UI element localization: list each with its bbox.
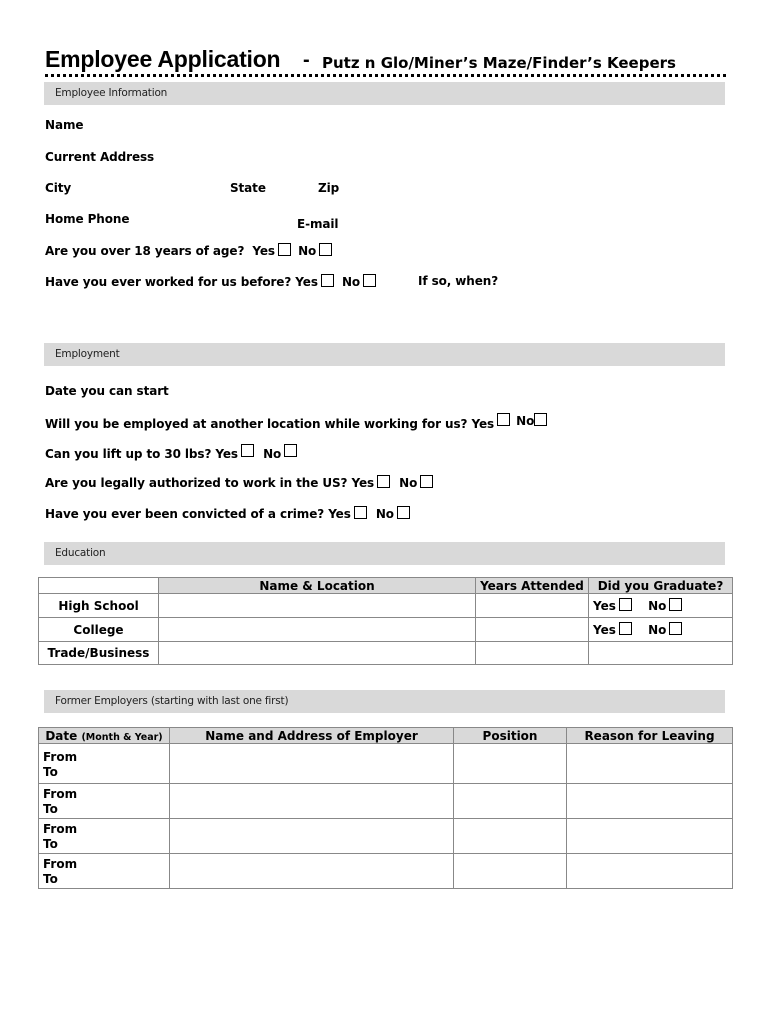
to-label: To bbox=[43, 764, 58, 779]
convicted-question: Have you ever been convicted of a crime? bbox=[45, 507, 325, 521]
employer-name-address-cell[interactable] bbox=[170, 819, 454, 854]
no-label: No bbox=[263, 447, 282, 461]
row-label-college: College bbox=[39, 618, 159, 642]
employer-date-cell[interactable] bbox=[39, 854, 170, 889]
other-location-yes-checkbox[interactable] bbox=[497, 413, 510, 426]
section-label: Education bbox=[55, 547, 106, 559]
no-label: No bbox=[648, 623, 667, 637]
employer-reason-cell[interactable] bbox=[567, 819, 733, 854]
section-employment bbox=[44, 343, 725, 366]
authorized-no-checkbox[interactable] bbox=[420, 475, 433, 488]
state-label: State bbox=[230, 181, 266, 195]
worked-before-row bbox=[45, 274, 376, 289]
table-header-employer: Name and Address of Employer bbox=[170, 728, 454, 744]
age-no-checkbox[interactable] bbox=[319, 243, 332, 256]
no-label: No bbox=[516, 414, 535, 428]
lift-row bbox=[45, 444, 297, 461]
employer-position-cell[interactable] bbox=[454, 819, 567, 854]
yes-label: Yes bbox=[295, 275, 318, 289]
employer-date-cell[interactable] bbox=[39, 744, 170, 784]
date-header-label: Date bbox=[45, 728, 78, 743]
yes-label: Yes bbox=[252, 244, 275, 258]
table-row bbox=[39, 854, 733, 889]
lift-question: Can you lift up to 30 lbs? bbox=[45, 447, 212, 461]
worked-before-question: Have you ever worked for us before? bbox=[45, 275, 292, 289]
authorized-yes-checkbox[interactable] bbox=[377, 475, 390, 488]
current-address-label: Current Address bbox=[45, 150, 155, 164]
high-school-graduated-no-checkbox[interactable] bbox=[669, 598, 682, 611]
worked-before-yes-checkbox[interactable] bbox=[321, 274, 334, 287]
other-location-no-checkbox[interactable] bbox=[534, 413, 547, 426]
high-school-graduated-yes-checkbox[interactable] bbox=[619, 598, 632, 611]
table-header-position: Position bbox=[454, 728, 567, 744]
table-row bbox=[39, 784, 733, 819]
form-title: Employee Application bbox=[45, 46, 281, 72]
high-school-name-location-cell[interactable] bbox=[159, 594, 476, 618]
table-row bbox=[39, 819, 733, 854]
employer-position-cell[interactable] bbox=[454, 784, 567, 819]
no-label: No bbox=[648, 599, 667, 613]
age-question: Are you over 18 years of age? bbox=[45, 244, 245, 258]
employer-position-cell[interactable] bbox=[454, 744, 567, 784]
table-row bbox=[39, 744, 733, 784]
yes-label: Yes bbox=[593, 599, 616, 613]
zip-label: Zip bbox=[318, 181, 340, 195]
employer-name-address-cell[interactable] bbox=[170, 854, 454, 889]
employer-date-cell[interactable] bbox=[39, 784, 170, 819]
high-school-years-cell[interactable] bbox=[476, 594, 589, 618]
yes-label: Yes bbox=[328, 507, 351, 521]
college-graduated-yes-checkbox[interactable] bbox=[619, 622, 632, 635]
college-years-cell[interactable] bbox=[476, 618, 589, 642]
convicted-row bbox=[45, 506, 410, 521]
section-former-employers bbox=[44, 690, 725, 713]
employer-reason-cell[interactable] bbox=[567, 744, 733, 784]
authorized-question: Are you legally authorized to work in the US? bbox=[45, 476, 348, 490]
from-label: From bbox=[43, 857, 78, 871]
employer-date-cell[interactable] bbox=[39, 819, 170, 854]
high-school-graduated-cell bbox=[589, 594, 733, 618]
from-label: From bbox=[43, 787, 78, 801]
other-location-question: Will you be employed at another location while working for us? bbox=[45, 417, 468, 431]
date-header-note: (Month & Year) bbox=[81, 731, 163, 743]
education-table bbox=[38, 577, 733, 665]
table-header-graduated: Did you Graduate? bbox=[589, 578, 733, 594]
row-label-trade-business: Trade/Business bbox=[39, 642, 159, 665]
to-label: To bbox=[43, 872, 58, 886]
title-dotted-rule bbox=[45, 74, 726, 77]
yes-label: Yes bbox=[471, 417, 495, 431]
college-name-location-cell[interactable] bbox=[159, 618, 476, 642]
start-date-label: Date you can start bbox=[45, 384, 169, 398]
yes-label: Yes bbox=[215, 447, 238, 461]
table-header-date bbox=[39, 728, 170, 744]
employer-name-address-cell[interactable] bbox=[170, 744, 454, 784]
trade-years-cell[interactable] bbox=[476, 642, 589, 665]
title-separator: - bbox=[303, 49, 310, 71]
authorized-row bbox=[45, 475, 433, 490]
from-label: From bbox=[43, 822, 78, 836]
to-label: To bbox=[43, 837, 58, 851]
section-label: Employment bbox=[55, 348, 120, 360]
employer-name-address-cell[interactable] bbox=[170, 784, 454, 819]
table-header-name-location: Name & Location bbox=[159, 578, 476, 594]
table-header-blank bbox=[39, 578, 159, 594]
no-label: No bbox=[341, 275, 361, 289]
row-label-high-school: High School bbox=[39, 594, 159, 618]
convicted-no-checkbox[interactable] bbox=[397, 506, 410, 519]
section-label: Former Employers (starting with last one first) bbox=[55, 695, 289, 707]
yes-label: Yes bbox=[593, 623, 616, 637]
worked-before-no-checkbox[interactable] bbox=[363, 274, 376, 287]
table-row bbox=[39, 642, 733, 665]
name-label: Name bbox=[45, 118, 84, 132]
lift-yes-checkbox[interactable] bbox=[241, 444, 254, 457]
employers-header-row bbox=[39, 728, 733, 744]
table-row bbox=[39, 594, 733, 618]
no-label: No bbox=[399, 476, 418, 490]
former-employers-table bbox=[38, 727, 733, 889]
section-label: Employee Information bbox=[55, 87, 168, 99]
city-label: City bbox=[45, 181, 72, 195]
table-header-reason: Reason for Leaving bbox=[567, 728, 733, 744]
education-header-row bbox=[39, 578, 733, 594]
from-label: From bbox=[43, 749, 78, 764]
home-phone-label: Home Phone bbox=[45, 212, 130, 226]
employer-reason-cell[interactable] bbox=[567, 854, 733, 889]
age-question-row bbox=[45, 243, 332, 258]
table-row bbox=[39, 618, 733, 642]
employer-reason-cell[interactable] bbox=[567, 784, 733, 819]
college-graduated-cell bbox=[589, 618, 733, 642]
convicted-yes-checkbox[interactable] bbox=[354, 506, 367, 519]
no-label: No bbox=[375, 507, 394, 521]
trade-graduated-cell[interactable] bbox=[589, 642, 733, 665]
other-location-row bbox=[45, 413, 547, 431]
yes-label: Yes bbox=[351, 476, 375, 490]
age-yes-checkbox[interactable] bbox=[278, 243, 291, 256]
email-label: E-mail bbox=[297, 217, 339, 231]
college-graduated-no-checkbox[interactable] bbox=[669, 622, 682, 635]
form-subtitle: Putz n Glo/Miner’s Maze/Finder’s Keepers bbox=[322, 54, 676, 72]
section-employee-information bbox=[44, 82, 725, 105]
no-label: No bbox=[298, 244, 317, 258]
table-header-years-attended: Years Attended bbox=[476, 578, 589, 594]
if-so-when-label: If so, when? bbox=[418, 274, 499, 288]
lift-no-checkbox[interactable] bbox=[284, 444, 297, 457]
trade-name-location-cell[interactable] bbox=[159, 642, 476, 665]
section-education bbox=[44, 542, 725, 565]
employer-position-cell[interactable] bbox=[454, 854, 567, 889]
to-label: To bbox=[43, 802, 58, 816]
